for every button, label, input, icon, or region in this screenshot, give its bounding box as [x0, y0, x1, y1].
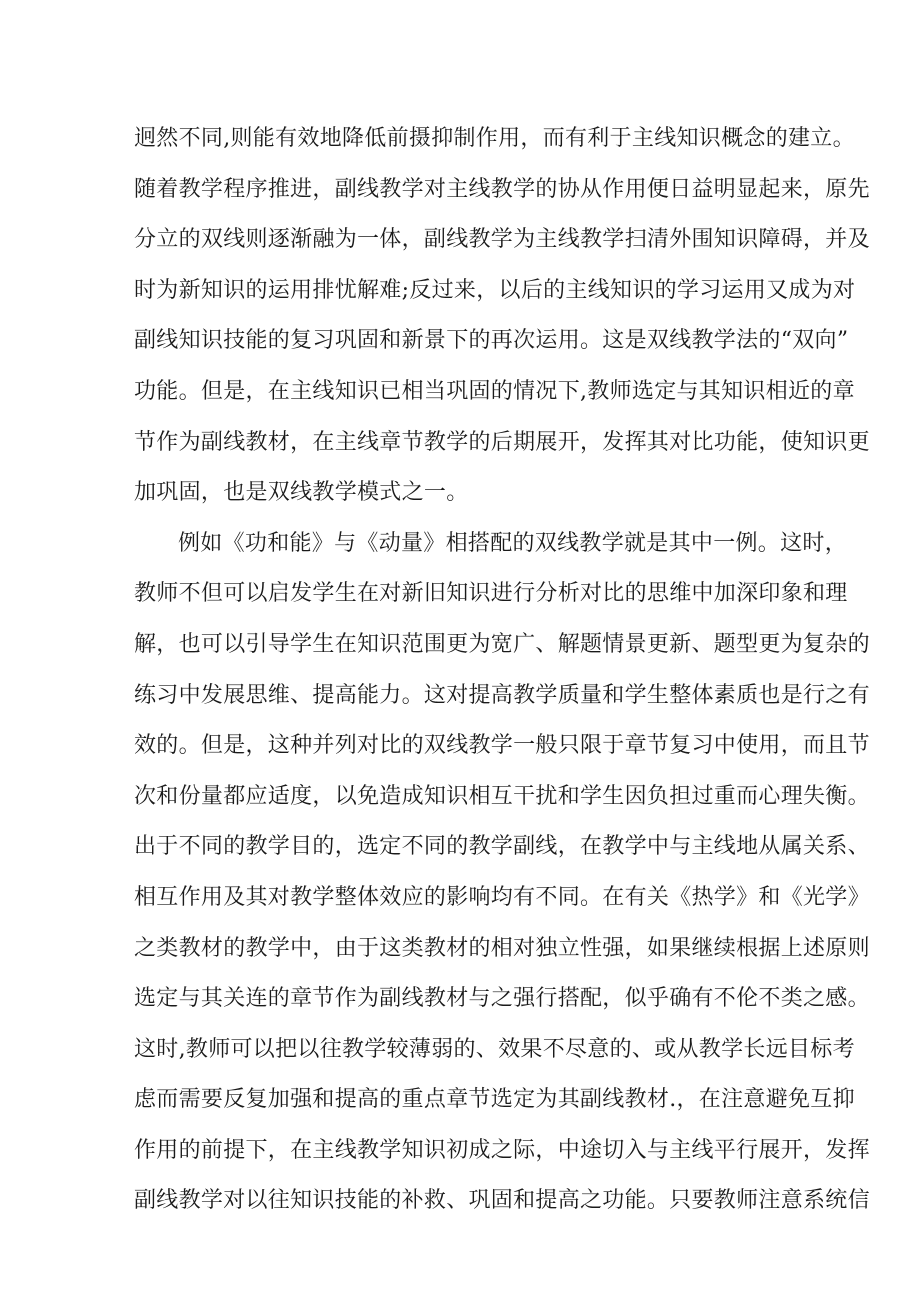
- text-line: 效的。但是，这种并列对比的双线教学一般只限于章节复习中使用，而且节: [134, 733, 870, 759]
- text-line: 解，也可以引导学生在知识范围更为宽广、解题情景更新、题型更为复杂的: [134, 631, 870, 657]
- text-line: 出于不同的教学目的，选定不同的教学副线，在教学中与主线地从属关系、: [134, 834, 870, 860]
- text-line: 作用的前提下，在主线教学知识初成之际，中途切入与主线平行展开，发挥: [134, 1137, 870, 1163]
- text-line: 副线教学对以往知识技能的补救、巩固和提高之功能。只要教师注意系统信: [134, 1188, 870, 1214]
- text-line: 相互作用及其对教学整体效应的影响均有不同。在有关《热学》和《光学》: [134, 884, 870, 910]
- text-line: 次和份量都应适度，以免造成知识相互干扰和学生因负担过重而心理失衡。: [134, 783, 870, 809]
- text-line: 练习中发展思维、提高能力。这对提高教学质量和学生整体素质也是行之有: [134, 682, 870, 708]
- text-line: 副线知识技能的复习巩固和新景下的再次运用。这是双线教学法的“双向”: [134, 328, 849, 354]
- text-line: 随着教学程序推进，副线教学对主线教学的协从作用便日益明显起来，原先: [134, 176, 870, 202]
- text-line: 时为新知识的运用排忧解难;反过来，以后的主线知识的学习运用又成为对: [134, 277, 856, 303]
- text-line: 之类教材的教学中，由于这类教材的相对独立性强，如果继续根据上述原则: [134, 935, 870, 961]
- text-line: 加巩固，也是双线教学模式之一。: [134, 480, 469, 506]
- text-line: 虑而需要反复加强和提高的重点章节选定为其副线教材.，在注意避免互抑: [134, 1087, 855, 1113]
- text-line: 选定与其关连的章节作为副线教材与之强行搭配，似乎确有不伦不类之感。: [134, 986, 870, 1012]
- paragraph-start-line: 例如《功和能》与《动量》相搭配的双线教学就是其中一例。这时，: [178, 530, 848, 556]
- text-line: 教师不但可以启发学生在对新旧知识进行分析对比的思维中加深印象和理: [134, 581, 848, 607]
- text-line: 功能。但是，在主线知识已相当巩固的情况下,教师选定与其知识相近的章: [134, 378, 855, 404]
- text-line: 节作为副线教材，在主线章节教学的后期展开，发挥其对比功能，使知识更: [134, 429, 870, 455]
- text-line: 分立的双线则逐渐融为一体，副线教学为主线教学扫清外围知识障碍，并及: [134, 227, 870, 253]
- text-line: 迥然不同,则能有效地降低前摄抑制作用，而有利于主线知识概念的建立。: [134, 126, 855, 151]
- text-line: 这时,教师可以把以往教学较薄弱的、效果不尽意的、或从教学长远目标考: [134, 1036, 855, 1062]
- body-text: [134, 114, 870, 1227]
